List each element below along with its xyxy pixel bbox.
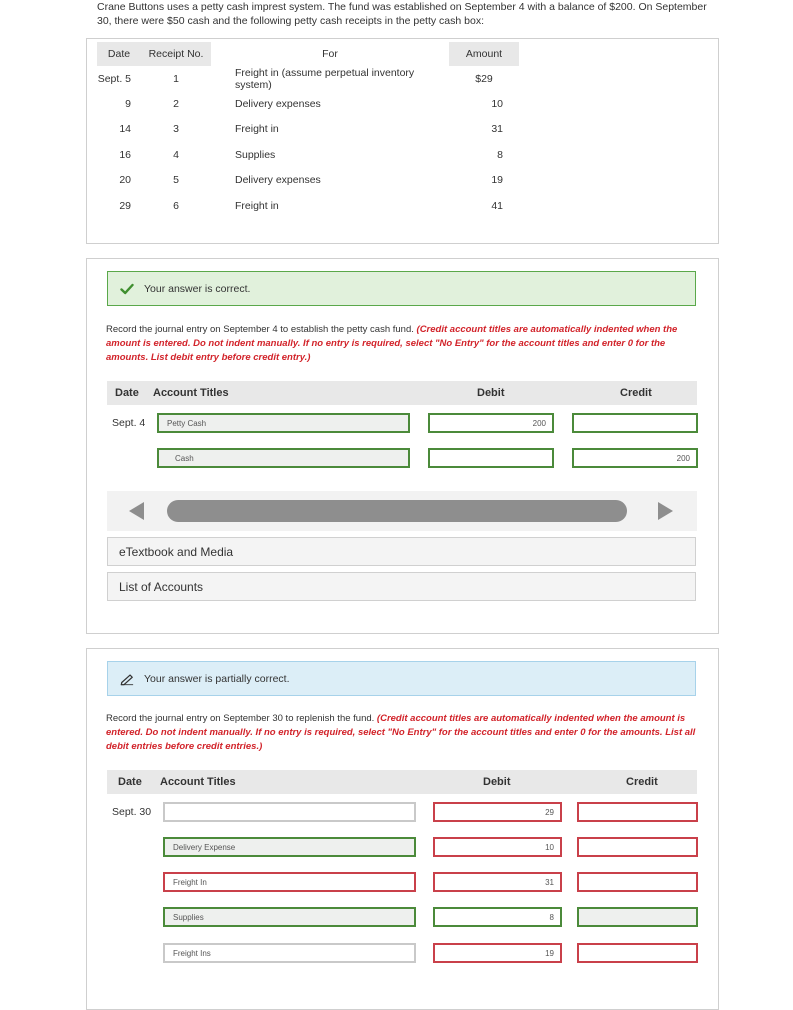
header-debit: Debit: [483, 776, 511, 788]
debit-amount-field[interactable]: 200: [428, 413, 554, 433]
col-header-amount: Amount: [449, 42, 519, 66]
instruction-text: Record the journal entry on September 4 to establish the petty cash fund.: [106, 324, 417, 335]
debit-amount-field[interactable]: 8: [433, 907, 562, 927]
account-title-field[interactable]: Petty Cash: [157, 413, 410, 433]
col-header-for: For: [211, 42, 449, 66]
cell-for: Delivery expenses: [235, 98, 321, 111]
horizontal-scrollbar[interactable]: [107, 491, 697, 531]
col-header-date: Date: [97, 42, 141, 66]
cell-for: Freight in: [235, 199, 279, 212]
cell-for: Freight in (assume perpetual inventory system): [235, 66, 415, 91]
cell-for: Freight in: [235, 123, 279, 136]
cell-date: 16: [119, 148, 131, 161]
account-title-field[interactable]: Freight In: [163, 872, 416, 892]
table-row: [97, 117, 519, 142]
header-credit: Credit: [626, 776, 658, 788]
credit-amount-field[interactable]: [577, 907, 698, 927]
debit-amount-field[interactable]: [428, 448, 554, 468]
cell-date: 9: [125, 98, 131, 111]
cell-amount: $29: [475, 72, 493, 85]
credit-amount-field[interactable]: [577, 802, 698, 822]
cell-date: 29: [119, 199, 131, 212]
cell-receipt-no: 2: [173, 98, 179, 111]
debit-amount-field[interactable]: 29: [433, 802, 562, 822]
table-row: [97, 91, 519, 116]
etextbook-media-link[interactable]: eTextbook and Media: [107, 537, 696, 566]
header-debit: Debit: [477, 387, 505, 399]
part2-instructions: [106, 712, 698, 754]
debit-amount-field[interactable]: 19: [433, 943, 562, 963]
cell-date: 14: [119, 123, 131, 136]
header-account-titles: Account Titles: [160, 776, 236, 788]
table-row: [97, 66, 519, 91]
cell-receipt-no: 1: [173, 72, 179, 85]
header-date: Date: [115, 387, 139, 399]
scrollbar-thumb[interactable]: [167, 500, 627, 522]
header-account-titles: Account Titles: [153, 387, 229, 399]
cell-amount: 8: [497, 148, 503, 161]
entry-date: Sept. 30: [112, 806, 152, 818]
journal-header-part2: [107, 770, 697, 794]
scroll-right-arrow-icon[interactable]: [657, 501, 675, 526]
account-title-field[interactable]: Supplies: [163, 907, 416, 927]
cell-date: 20: [119, 174, 131, 187]
cell-receipt-no: 3: [173, 123, 179, 136]
petty-cash-receipts-table: [97, 42, 519, 218]
cell-amount: 19: [491, 174, 503, 187]
problem-intro: Crane Buttons uses a petty cash imprest system. The fund was established on September 4 with a balance of $200. On September 30, there were $50 cash and the following petty cash receipts in the petty cash box:: [97, 1, 707, 27]
cell-receipt-no: 5: [173, 174, 179, 187]
cell-amount: 31: [491, 123, 503, 136]
instruction-text: Record the journal entry on September 30 to replenish the fund.: [106, 713, 377, 724]
account-title-field[interactable]: Freight Ins: [163, 943, 416, 963]
partially-correct-banner: [107, 661, 696, 696]
account-title-field[interactable]: Delivery Expense: [163, 837, 416, 857]
cell-for: Delivery expenses: [235, 174, 321, 187]
header-credit: Credit: [620, 387, 652, 399]
cell-for: Supplies: [235, 148, 276, 161]
debit-amount-field[interactable]: 31: [433, 872, 562, 892]
journal-header-part1: [107, 381, 697, 405]
status-text: Your answer is partially correct.: [144, 672, 290, 685]
credit-amount-field[interactable]: [577, 943, 698, 963]
credit-amount-field[interactable]: [572, 413, 698, 433]
col-header-receipt-no: Receipt No.: [141, 42, 211, 66]
cell-receipt-no: 4: [173, 148, 179, 161]
checkmark-icon: [120, 282, 134, 296]
credit-amount-field[interactable]: [577, 872, 698, 892]
status-text: Your answer is correct.: [144, 282, 251, 295]
scroll-left-arrow-icon[interactable]: [127, 501, 145, 526]
account-title-field[interactable]: Cash: [157, 448, 410, 468]
cell-receipt-no: 6: [173, 199, 179, 212]
instruction-note: (Credit account titles are automatically indented when the amount is entered. Do not indent manually. If no entry is required, select "No Entry" for the account titles and enter 0 for the amounts. List all debit entries before credit entries.): [106, 713, 696, 752]
cell-amount: 41: [491, 199, 503, 212]
list-of-accounts-link[interactable]: List of Accounts: [107, 572, 696, 601]
table-row: [97, 142, 519, 167]
part1-instructions: [106, 323, 698, 365]
table-row: [97, 168, 519, 193]
debit-amount-field[interactable]: 10: [433, 837, 562, 857]
credit-amount-field[interactable]: 200: [572, 448, 698, 468]
cell-date: Sept. 5: [97, 72, 131, 85]
pencil-icon: [120, 672, 134, 686]
header-date: Date: [118, 776, 142, 788]
correct-answer-banner: [107, 271, 696, 306]
entry-date: Sept. 4: [112, 417, 146, 429]
table-row: [97, 193, 519, 218]
instruction-note: (Credit account titles are automatically indented when the amount is entered. Do not indent manually. If no entry is required, select "No Entry" for the account titles and enter 0 for the amounts. List debit entry before credit entry.): [106, 324, 678, 363]
account-title-field[interactable]: [163, 802, 416, 822]
credit-amount-field[interactable]: [577, 837, 698, 857]
cell-amount: 10: [491, 98, 503, 111]
